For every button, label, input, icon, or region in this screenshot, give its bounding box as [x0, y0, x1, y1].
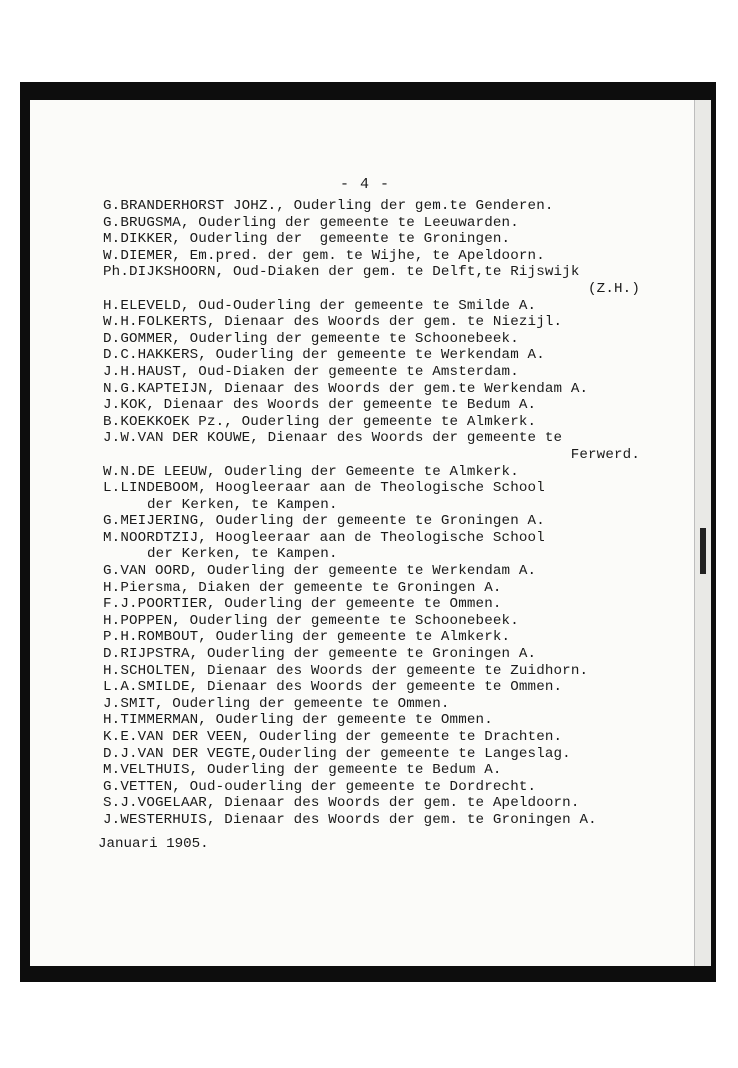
- member-entry: G.VETTEN, Oud-ouderling der gemeente te Dordrecht.: [103, 778, 537, 795]
- member-entry: J.KOK, Dienaar des Woords der gemeente te Bedum A.: [103, 397, 537, 414]
- member-entry-continuation: Ferwerd.: [570, 446, 640, 463]
- member-entry: J.H.HAUST, Oud-Diaken der gemeente te Amsterdam.: [103, 363, 519, 380]
- member-entry: D.GOMMER, Ouderling der gemeente te Schoonebeek.: [103, 330, 519, 347]
- member-entry: F.J.POORTIER, Ouderling der gemeente te Ommen.: [103, 596, 502, 613]
- member-entry: H.Piersma, Diaken der gemeente te Groningen A.: [103, 579, 502, 596]
- member-entry: M.VELTHUIS, Ouderling der gemeente te Bedum A.: [103, 762, 502, 779]
- member-entry: P.H.ROMBOUT, Ouderling der gemeente te Almkerk.: [103, 629, 511, 646]
- member-entry: L.LINDEBOOM, Hoogleeraar aan de Theologische School: [103, 480, 545, 497]
- member-entry-continuation: der Kerken, te Kampen.: [147, 496, 338, 513]
- member-entry: G.VAN OORD, Ouderling der gemeente te Werkendam A.: [103, 563, 537, 580]
- member-entry: G.MEIJERING, Ouderling der gemeente te Groningen A.: [103, 513, 545, 530]
- member-entry: H.POPPEN, Ouderling der gemeente te Schoonebeek.: [103, 612, 519, 629]
- member-entry: D.J.VAN DER VEGTE,Ouderling der gemeente te Langeslag.: [103, 745, 571, 762]
- member-entry: W.DIEMER, Em.pred. der gem. te Wijhe, te Apeldoorn.: [103, 247, 545, 264]
- member-entry: H.SCHOLTEN, Dienaar des Woords der gemeente te Zuidhorn.: [103, 662, 589, 679]
- member-entry: G.BRUGSMA, Ouderling der gemeente te Leeuwarden.: [103, 214, 519, 231]
- member-entry: H.ELEVELD, Oud-Ouderling der gemeente te Smilde A.: [103, 297, 537, 314]
- page-number: - 4 -: [340, 176, 391, 193]
- member-entry: J.SMIT, Ouderling der gemeente te Ommen.: [103, 695, 450, 712]
- member-entry: S.J.VOGELAAR, Dienaar des Woords der gem. te Apeldoorn.: [103, 795, 580, 812]
- member-entry: W.N.DE LEEUW, Ouderling der Gemeente te Almkerk.: [103, 463, 519, 480]
- member-entry: Ph.DIJKSHOORN, Oud-Diaken der gem. te Delft,te Rijswijk: [103, 264, 580, 281]
- member-entry: L.A.SMILDE, Dienaar des Woords der gemeente te Ommen.: [103, 679, 563, 696]
- member-entry: D.RIJPSTRA, Ouderling der gemeente te Groningen A.: [103, 646, 537, 663]
- member-entry-continuation: der Kerken, te Kampen.: [147, 546, 338, 563]
- member-entry: B.KOEKKOEK Pz., Ouderling der gemeente te Almkerk.: [103, 413, 537, 430]
- member-entry-continuation: (Z.H.): [588, 280, 640, 297]
- document-date: Januari 1905.: [98, 836, 209, 852]
- member-entry: J.WESTERHUIS, Dienaar des Woords der gem. te Groningen A.: [103, 811, 597, 828]
- member-entry: K.E.VAN DER VEEN, Ouderling der gemeente te Drachten.: [103, 729, 563, 745]
- member-entry: W.H.FOLKERTS, Dienaar des Woords der gem. te Niezijl.: [103, 314, 563, 331]
- member-entry: G.BRANDERHORST JOHZ., Ouderling der gem.te Genderen.: [103, 198, 554, 214]
- member-entry: J.W.VAN DER KOUWE, Dienaar des Woords der gemeente te: [103, 430, 563, 447]
- member-entry: M.NOORDTZIJ, Hoogleeraar aan de Theologische School: [103, 529, 545, 546]
- binding-mark: [700, 528, 706, 574]
- member-entry: M.DIKKER, Ouderling der gemeente te Groningen.: [103, 231, 511, 248]
- member-entry: N.G.KAPTEIJN, Dienaar des Woords der gem.te Werkendam A.: [103, 380, 589, 397]
- member-list: [103, 198, 688, 829]
- member-entry: H.TIMMERMAN, Ouderling der gemeente te Ommen.: [103, 712, 493, 729]
- member-entry: D.C.HAKKERS, Ouderling der gemeente te Werkendam A.: [103, 347, 545, 364]
